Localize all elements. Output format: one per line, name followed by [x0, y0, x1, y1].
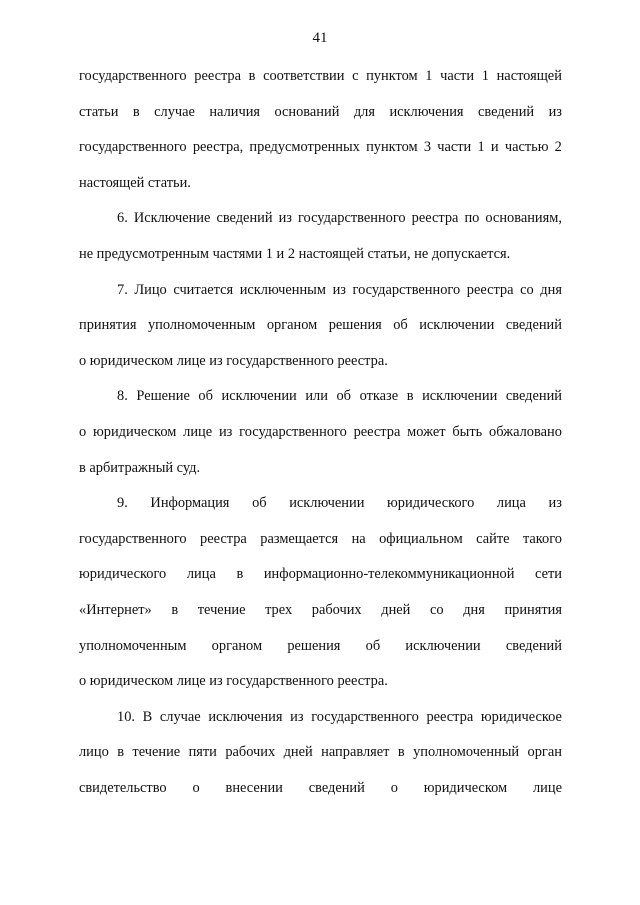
text-line: 6. Исключение сведений из государственного реестра по основаниям, — [117, 210, 562, 227]
paragraph-p-6 — [79, 204, 562, 275]
text-line: не предусмотренным частями 1 и 2 настоящей статьи, не допускается. — [79, 245, 511, 262]
text-line: свидетельство о внесении сведений о юридическом лице — [79, 779, 562, 796]
text-line: о юридическом лице из государственного реестра. — [79, 352, 388, 369]
text-line: юридического лица в информационно-телекоммуникационной сети — [79, 566, 562, 583]
paragraph-p-9 — [79, 489, 562, 703]
text-line: о юридическом лице из государственного реестра. — [79, 673, 388, 690]
text-line: «Интернет» в течение трех рабочих дней со дня принятия — [79, 601, 562, 618]
text-line: уполномоченным органом решения об исключении сведений — [79, 637, 562, 654]
text-line: 9. Информация об исключении юридического лица из — [117, 495, 562, 512]
text-line: государственного реестра размещается на официальном сайте такого — [79, 530, 562, 547]
text-line: государственного реестра, предусмотренных пунктом 3 части 1 и частью 2 — [79, 139, 562, 156]
document-body — [79, 62, 562, 809]
paragraph-p-8 — [79, 382, 562, 489]
text-line: 7. Лицо считается исключенным из государственного реестра со дня — [117, 281, 562, 298]
text-line: настоящей статьи. — [79, 174, 191, 191]
paragraph-p-7 — [79, 276, 562, 383]
text-line: статьи в случае наличия оснований для исключения сведений из — [79, 103, 562, 120]
text-line: лицо в течение пяти рабочих дней направляет в уполномоченный орган — [79, 744, 562, 761]
text-line: 10. В случае исключения из государственного реестра юридическое — [117, 708, 562, 725]
text-line: в арбитражный суд. — [79, 459, 201, 476]
text-line: о юридическом лице из государственного реестра может быть обжаловано — [79, 423, 562, 440]
paragraph-p-cont — [79, 62, 562, 204]
paragraph-p-10 — [79, 703, 562, 810]
text-line: 8. Решение об исключении или об отказе в исключении сведений — [117, 388, 562, 405]
text-line: принятия уполномоченным органом решения об исключении сведений — [79, 317, 562, 334]
text-line: государственного реестра в соответствии с пунктом 1 части 1 настоящей — [79, 68, 562, 84]
page-number: 41 — [312, 30, 328, 46]
